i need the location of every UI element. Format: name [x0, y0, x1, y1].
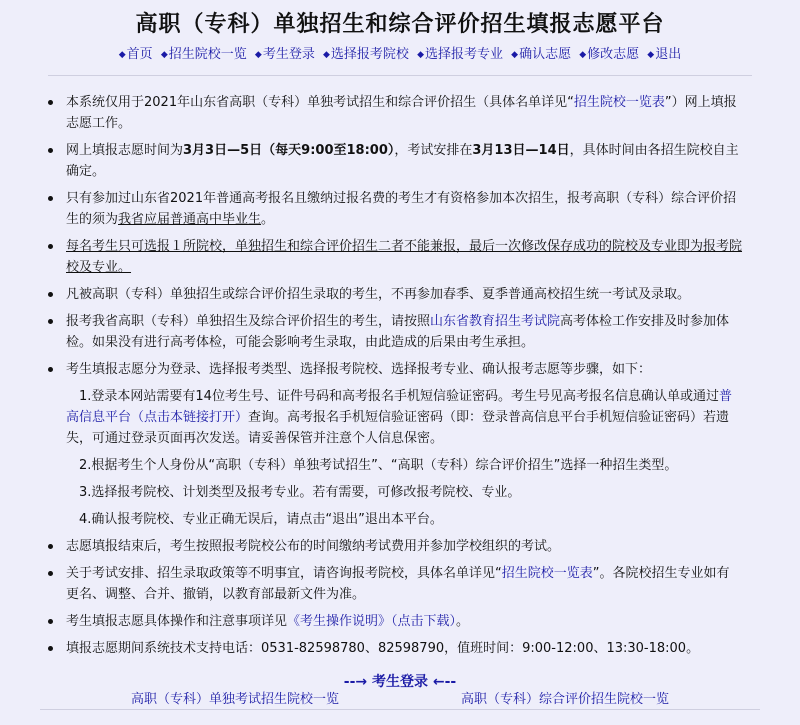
step-item: 2.根据考生个人身份从“高职（专科）单独考试招生”、“高职（专科）综合评价招生”选择一种招生类型。: [79, 458, 678, 473]
school-list-link[interactable]: 招生院校一览表: [501, 566, 593, 581]
diamond-icon: ◆: [417, 50, 424, 60]
school-list-link[interactable]: 招生院校一览表: [573, 95, 665, 110]
top-nav: [0, 45, 800, 65]
diamond-icon: ◆: [254, 50, 262, 60]
step-item: 1.登录本网站需要有14位考生号、证件号码和高考报名手机短信验证密码。考生号见高考报名信息确认单或通过普高信息平台（点击本链接打开）查询。高考报名手机短信验证密码（即：登录普高信息平台手机短信验证密码）若遗失，可通过登录页面再次发送。请妥善保管并注意个人信息保密。: [66, 389, 732, 446]
nav-confirm[interactable]: ◆确认志愿: [511, 47, 572, 62]
single-exam-school-list-link[interactable]: 高职（专科）单独考试招生院校一览: [130, 692, 339, 707]
step-item: 3.选择报考院校、计划类型及报考专业。若有需要，可修改报考院校、专业。: [79, 485, 521, 500]
header: [0, 0, 800, 65]
notice-item: 考生填报志愿具体操作和注意事项详见《考生操作说明》（点击下载）。: [66, 611, 742, 632]
login-link[interactable]: --→ 考生登录 ←--: [343, 674, 457, 690]
notice-item: 报考我省高职（专科）单独招生及综合评价招生的考生，请按照山东省教育招生考试院高考体检工作安排及时参加体检。如果没有进行高考体检，可能会影响考生录取，由此造成的后果由考生承担。: [66, 311, 742, 353]
notice-item: 本系统仅用于2021年山东省高职（专科）单独考试招生和综合评价招生（具体名单详见“招生院校一览表”）网上填报志愿工作。: [66, 92, 742, 134]
notice-item: 凡被高职（专科）单独招生或综合评价招生录取的考生，不再参加春季、夏季普通高校招生统一考试及录取。: [66, 284, 742, 305]
bottom-links: [0, 688, 800, 707]
diamond-icon: ◆: [647, 50, 655, 60]
nav-home[interactable]: ◆首页: [118, 47, 153, 62]
diamond-icon: ◆: [118, 50, 126, 60]
info-platform-link[interactable]: 普高信息平台（点击本链接打开）: [66, 389, 732, 425]
diamond-icon: ◆: [579, 50, 587, 60]
notice-item: 填报志愿期间系统技术支持电话：0531-82598780、82598790，值班时间：9:00-12:00、13:30-18:00。: [66, 638, 742, 659]
notice-item: 每名考生只可选报１所院校，单独招生和综合评价招生二者不能兼报，最后一次修改保存成功的院校及专业即为报考院校及专业。: [66, 236, 742, 278]
header-divider: [48, 75, 752, 76]
nav-login[interactable]: ◆考生登录: [254, 47, 315, 62]
exam-institute-link[interactable]: 山东省教育招生考试院: [430, 314, 561, 329]
nav-choose-school[interactable]: ◆选择报考院校: [322, 47, 409, 62]
comprehensive-school-list-link[interactable]: 高职（专科）综合评价招生院校一览: [460, 692, 669, 707]
footer-divider: [40, 709, 760, 710]
nav-school-list[interactable]: ◆招生院校一览: [160, 47, 247, 62]
notice-item: 只有参加过山东省2021年普通高考报名且缴纳过报名费的考生才有资格参加本次招生，报考高职（专科）综合评价招生的须为我省应届普通高中毕业生。: [66, 188, 742, 230]
step-item: 4.确认报考院校、专业正确无误后，请点击“退出”退出本平台。: [79, 512, 443, 527]
diamond-icon: ◆: [160, 50, 168, 60]
page-title: 高职（专科）单独招生和综合评价招生填报志愿平台: [135, 12, 665, 37]
notice-item: 考生填报志愿分为登录、选择报考类型、选择报考院校、选择报考专业、确认报考志愿等步骤，如下：: [66, 359, 742, 380]
diamond-icon: ◆: [322, 50, 330, 60]
notice-item: 关于考试安排、招生录取政策等不明事宜，请咨询报考院校，具体名单详见“招生院校一览表”。各院校招生专业如有更名、调整、合并、撤销，以教育部最新文件为准。: [66, 563, 742, 605]
guide-download-link[interactable]: 《考生操作说明》（点击下载）: [287, 614, 457, 629]
nav-logout[interactable]: ◆退出: [647, 47, 682, 62]
nav-modify[interactable]: ◆修改志愿: [579, 47, 640, 62]
notice-list: [0, 92, 800, 659]
notice-item: 网上填报志愿时间为3月3日—5日（每天9:00至18:00），考试安排在3月13日—14日，具体时间由各招生院校自主确定。: [66, 140, 742, 182]
nav-choose-major[interactable]: ◆选择报考专业: [417, 47, 503, 62]
notice-item: 志愿填报结束后，考生按照报考院校公布的时间缴纳考试费用并参加学校组织的考试。: [66, 536, 742, 557]
diamond-icon: ◆: [511, 50, 519, 60]
